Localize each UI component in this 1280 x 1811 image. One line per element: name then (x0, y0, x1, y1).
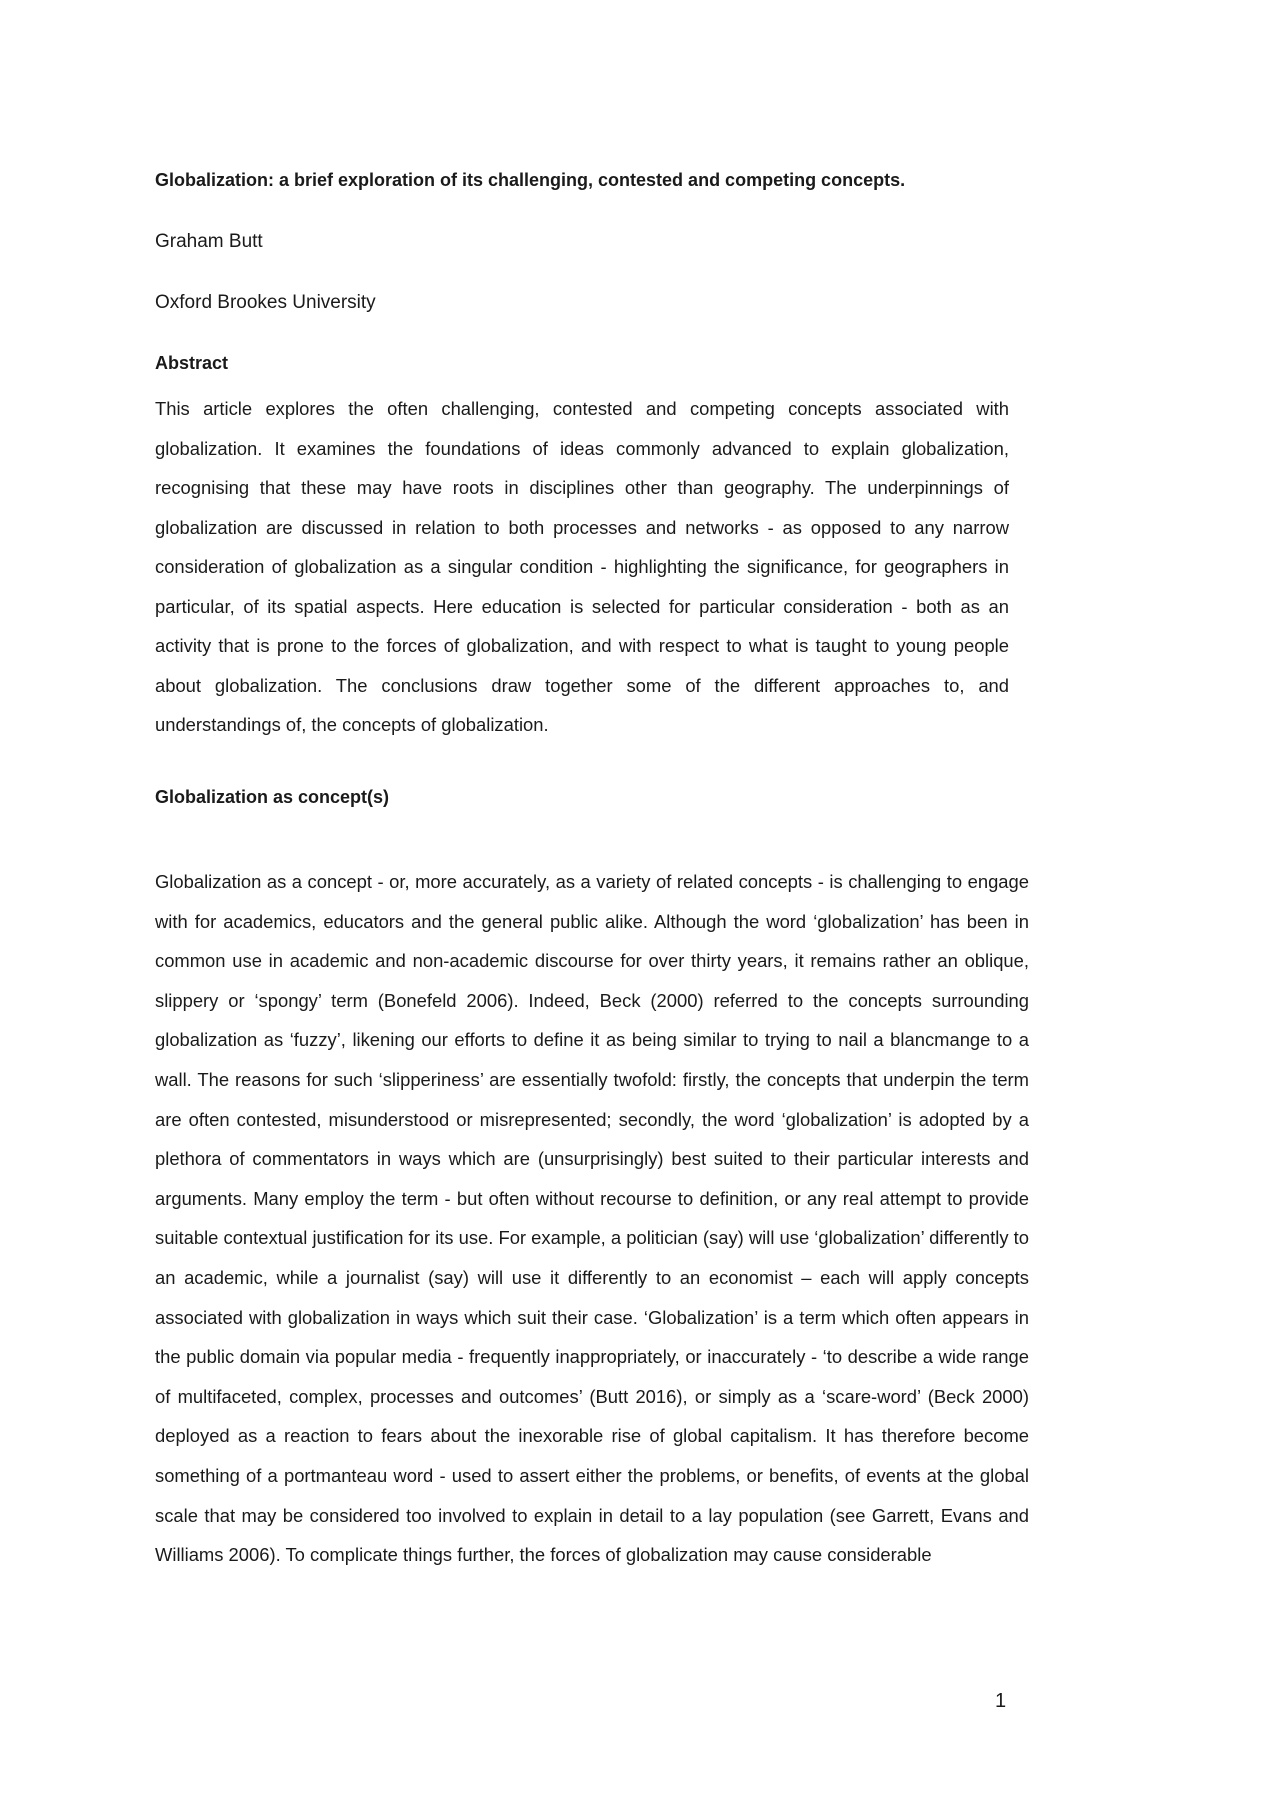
author-affiliation: Oxford Brookes University (155, 292, 376, 313)
author-name: Graham Butt (155, 231, 263, 252)
abstract-text: This article explores the often challenging, contested and competing concepts associated with globalization. It examines the foundations of ideas commonly advanced to explain globalization, recognising that these may have roots in disciplines other than geography. The underpinnings of globalization are discussed in relation to both processes and networks - as opposed to any narrow consideration of globalization as a singular condition - highlighting the significance, for geographers in particular, of its spatial aspects. Here education is selected for particular consideration - both as an activity that is prone to the forces of globalization, and with respect to what is taught to young people about globalization. The conclusions draw together some of the different approaches to, and understandings of, the concepts of globalization. (155, 398, 1009, 735)
page-number: 1 (995, 1690, 1007, 1712)
section-heading: Globalization as concept(s) (155, 787, 390, 807)
document-page (155, 0, 1030, 1811)
section-body-text: Globalization as a concept - or, more accurately, as a variety of related concepts - is challenging to engage with for academics, educators and the general public alike. Although the word ‘globalization’ has been in common use in academic and non-academic discourse for over thirty years, it remains rather an oblique, slippery or ‘spongy’ term (Bonefeld 2006). Indeed, Beck (2000) referred to the concepts surrounding globalization as ‘fuzzy’, likening our efforts to define it as being similar to trying to nail a blancmange to a wall. The reasons for such ‘slipperiness’ are essentially twofold: firstly, the concepts that underpin the term are often contested, misunderstood or misrepresented; secondly, the word ‘globalization’ is adopted by a plethora of commentators in ways which are (unsurprisingly) best suited to their particular interests and arguments. Many employ the term - but often without recourse to definition, or any real attempt to provide suitable contextual justification for its use. For example, a politician (say) will use ‘globalization’ differently to an academic, while a journalist (say) will use it differently to an economist – each will apply concepts associated with globalization in ways which suit their case. ‘Globalization’ is a term which often appears in the public domain via popular media - frequently inappropriately, or inaccurately - ‘to describe a wide range of multifaceted, complex, processes and outcomes’ (Butt 2016), or simply as a ‘scare-word’ (Beck 2000) deployed as a reaction to fears about the inexorable rise of global capitalism. It has therefore become something of a portmanteau word - used to assert either the problems, or benefits, of events at the global scale that may be considered too involved to explain in detail to a lay population (see Garrett, Evans and Williams 2006). To complicate things further, the forces of globalization may cause considerable (155, 871, 1029, 1566)
paper-title: Globalization: a brief exploration of its challenging, contested and competing concepts. (155, 170, 906, 190)
abstract-heading: Abstract (155, 353, 229, 373)
